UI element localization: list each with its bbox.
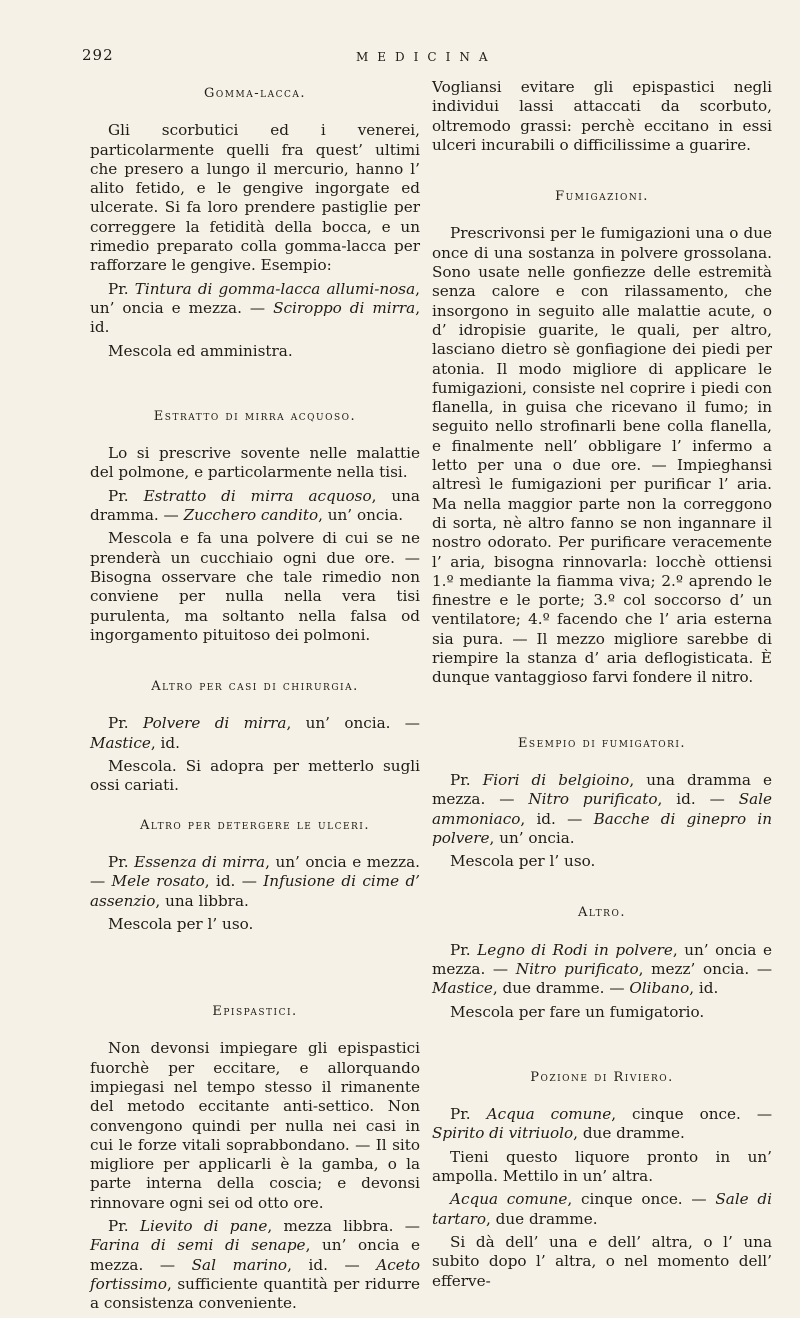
prescription: Pr. Estratto di mirra acquoso, una dramma. — Zucchero candito, un’ oncia. — [90, 486, 420, 525]
paragraph: Mescola per l’ uso. — [108, 914, 254, 933]
prescription: Acqua comune, cinque once. — Sale di tartaro, due dramme. — [432, 1190, 773, 1228]
prescription: Pr. Tintura di gomma-lacca allumi-nosa, un’ oncia e mezza. — Sciroppo di mirra, id. — [90, 279, 421, 337]
prescription: Pr. Polvere di mirra, un’ oncia. — Mastice, id. — [90, 714, 420, 752]
paragraph: Mescola per l’ uso. — [450, 852, 596, 871]
prescription: Pr. Legno di Rodi in polvere, un’ oncia e mezza. — Nitro purificato, mezz’ oncia. — Mastice, due dramme. — Olibano, id. — [432, 940, 773, 998]
page-number: 292 — [82, 46, 114, 64]
prescription: Pr. Acqua comune, cinque once. — Spirito di vitriuolo, due dramme. — [432, 1105, 773, 1143]
left-column — [90, 78, 420, 1318]
paragraph: Lo si prescrive sovente nelle malattie del polmone, e particolarmente nella tisi. — [90, 444, 420, 482]
heading-esempio-fumigatori: Esempio di fumigatori. — [517, 735, 687, 751]
heading-epispastici: Epispastici. — [212, 1004, 298, 1020]
prescription: Pr. Fiori di belgioino, una dramma e mezza. — Nitro purificato, id. — Sale ammoniaco, id. — Bacche di ginepro in polvere, un’ oncia. — [432, 770, 773, 847]
paragraph: Non devonsi impiegare gli epispastici fuorchè per eccitare, e allorquando impiegasi nel tempo stesso il rimanente del metodo eccitante anti-settico. Non convengono quindi per nulla nei casi in cui le forze vitali soprabbondano. — Il sito migliore per applicarli è la gamba, o la parte interna della coscia; e devonsi rinnovare ogni sei od otto ore. — [90, 1039, 420, 1212]
paragraph: Si dà dell’ una e dell’ altra, o l’ una subito dopo l’ altra, o nel momento dell’ efferve- — [432, 1232, 772, 1290]
paragraph: Mescola e fa una polvere di cui se ne prenderà un cucchiaio ogni due ore. — Bisogna osservare che tale rimedio non conviene per nulla nella vera tisi purulenta, ma soltanto nella falsa od ingorgamento pituitoso dei polmoni. — [90, 529, 420, 644]
heading-detergere-ulceri: Altro per detergere le ulceri. — [140, 817, 370, 833]
paragraph: Mescola. Si adopra per metterlo sugli ossi cariati. — [90, 757, 420, 795]
paragraph: Mescola per fare un fumigatorio. — [450, 1002, 705, 1021]
paragraph: Vogliansi evitare gli epispastici negli individui lassi attaccati da scorbuto, oltremodo grassi: perchè eccitano in essi ulceri incurabili o difficilissime a guarire. — [432, 78, 772, 154]
paragraph: Prescrivonsi per le fumigazioni una o due once di una sostanza in polvere grossolana. Sono usate nelle gonfiezze delle estremità senza calore e con rilassamento, che insorgono in seguito alle malattie acute, o d’ idropisie guarite, le quali, per altro, lasciano dietro sè gonfiagione dei piedi per atonia. Il modo migliore di applicare le fumigazioni, consiste nel coprire i piedi con flanella, in guisa che ricevano il fumo; in seguito nello strofinarli bene colla flanella, e finalmente nell’ obbligare l’ infermo a letto per una o due ore. — Impieghansi altresì le fumigazioni per purificar l’ aria. Ma nella maggior parte non la correggono di sorta, nè altro fanno se non ingannare il nostro odorato. Per purificare veracemente l’ aria, bisogna rinnovarla: locchè ottiensi 1.º mediante la fiamma viva; 2.º aprendo le finestre e le porte; 3.º col soccorso d’ un ventilatore; 4.º facendo che l’ aria esterna sia pura. — Il mezzo migliore sarebbe di riempire la stanza d’ aria deflogisticata. È dunque vantaggioso farvi fondere il nitro. — [432, 224, 772, 687]
heading-pozione-riviero: Pozione di Riviero. — [530, 1069, 674, 1085]
running-title: MEDICINA — [356, 50, 497, 64]
heading-chirurgia: Altro per casi di chirurgia. — [151, 679, 359, 695]
heading-altro: Altro. — [578, 905, 626, 921]
paragraph: Gli scorbutici ed i venerei, particolarmente quelli fra quest’ ultimi che presero a lungo il mercurio, hanno l’ alito fetido, e le gengive ingorgate ed ulcerate. Si fa loro prendere pastiglie per correggere la fetidità della bocca, e un rimedio preparato colla gomma-lacca per rafforzare le gengive. Esempio: — [90, 121, 420, 275]
right-column — [432, 78, 772, 1295]
prescription: Pr. Essenza di mirra, un’ oncia e mezza. — Mele rosato, id. — Infusione di cime d’ assenzio, una libbra. — [90, 852, 420, 910]
prescription: Pr. Lievito di pane, mezza libbra. — Farina di semi di senape, un’ oncia e mezza. — Sal marino, id. — Aceto fortissimo, sufficiente quantità per ridurre a consistenza conveniente. — [90, 1217, 420, 1313]
heading-estratto-mirra: Estratto di mirra acquoso. — [153, 408, 357, 424]
paragraph: Tieni questo liquore pronto in un’ ampolla. Mettilo in un’ altra. — [432, 1147, 772, 1186]
heading-gomma-lacca: Gomma-lacca. — [204, 86, 306, 101]
heading-fumigazioni: Fumigazioni. — [555, 189, 649, 205]
paragraph: Mescola ed amministra. — [108, 341, 293, 360]
